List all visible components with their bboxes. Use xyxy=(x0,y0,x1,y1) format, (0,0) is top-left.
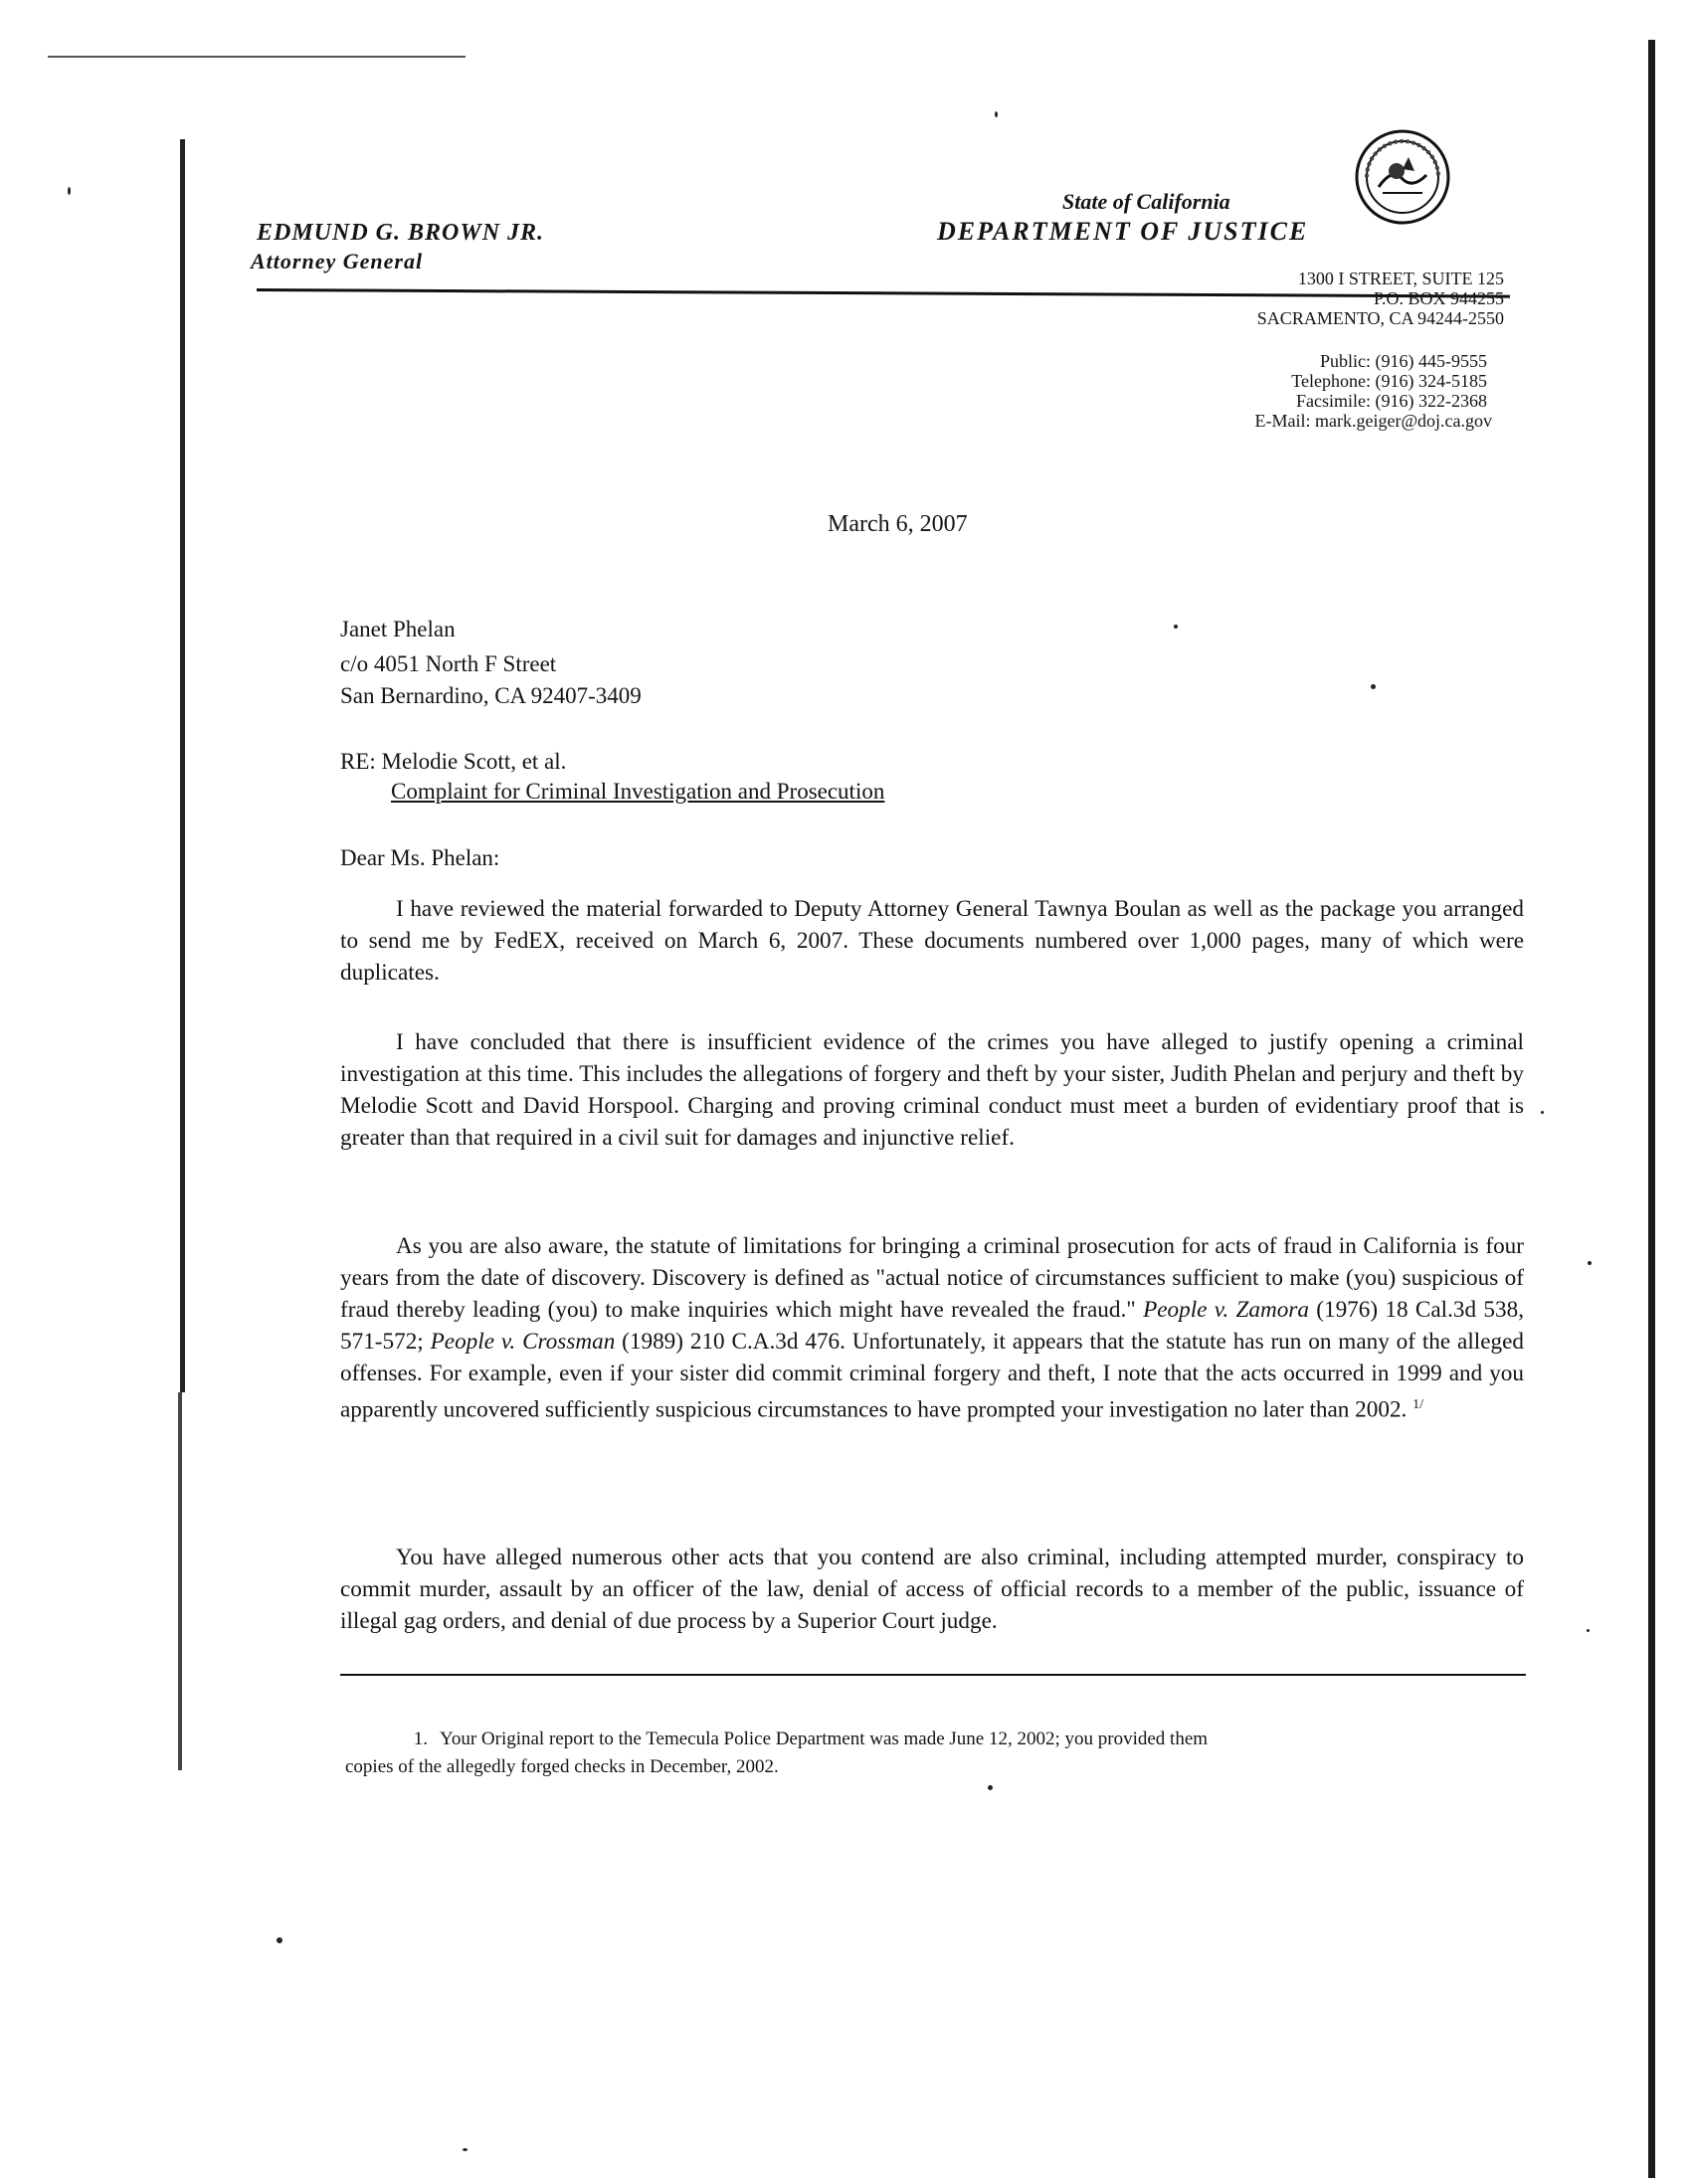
email-label: E-Mail: xyxy=(1254,411,1311,431)
public-phone-row xyxy=(1320,351,1487,372)
scan-speck xyxy=(1541,1111,1544,1114)
body-paragraph-3 xyxy=(340,1230,1524,1426)
scan-speck xyxy=(1587,1629,1590,1632)
paragraph-3-text-b: (1976) 18 Cal.3d 538, 571-572; xyxy=(340,1297,1524,1355)
telephone-number: (916) 324-5185 xyxy=(1375,371,1487,391)
public-label: Public: xyxy=(1320,351,1372,371)
paragraph-4-text: You have alleged numerous other acts that you contend are also criminal, including attempted murder, conspiracy to commit murder, assault by an officer of the law, denial of access of official records to a member of the public, issuance of illegal gag orders, and denial of due process by a Superior Court judge. xyxy=(340,1545,1524,1634)
paragraph-3-text-a: As you are also aware, the statute of limitations for bringing a criminal prosecution for acts of fraud in California is four years from the date of discovery. Discovery is defined as "actual notice of circumstances sufficient to make (you) suspicious of fraud thereby leading (you) to make inquiries which might have revealed the fraud." xyxy=(340,1233,1524,1323)
salutation: Dear Ms. Phelan: xyxy=(340,845,500,870)
telephone-row xyxy=(1291,371,1487,392)
official-name: EDMUND G. BROWN JR. xyxy=(257,220,545,246)
paragraph-3-text-c: (1989) 210 C.A.3d 476. Unfortunately, it appears that the statute has run on many of the alleged offenses. For example, even if your sister did commit criminal forgery and theft, I note that the acts occurred in 1999 and you apparently uncovered sufficiently suspicious circumstances to have prompted your investigation no later than 2002. xyxy=(340,1329,1525,1423)
recipient-name: Janet Phelan xyxy=(340,617,456,641)
recipient-city-line: San Bernardino, CA 92407-3409 xyxy=(340,683,642,708)
scan-speck xyxy=(68,187,71,195)
footnote-reference: 1/ xyxy=(1412,1397,1424,1412)
letterhead-rule xyxy=(257,288,1510,298)
re-subject: Complaint for Criminal Investigation and Prosecution xyxy=(391,779,885,804)
scan-border-left-lower xyxy=(178,1392,182,1770)
footnote-rule xyxy=(340,1674,1526,1676)
scan-speck xyxy=(463,2148,468,2151)
scan-speck xyxy=(988,1785,993,1790)
facsimile-number: (916) 322-2368 xyxy=(1375,391,1487,411)
department-name: DEPARTMENT OF JUSTICE xyxy=(937,217,1309,246)
address-line-3: SACRAMENTO, CA 94244-2550 xyxy=(1256,308,1504,328)
body-paragraph-1 xyxy=(340,893,1524,989)
recipient-address-line: c/o 4051 North F Street xyxy=(340,651,557,676)
telephone-label: Telephone: xyxy=(1291,371,1372,391)
scan-speck xyxy=(277,1937,282,1943)
email-address: mark.geiger@doj.ca.gov xyxy=(1314,411,1492,431)
scan-border-right xyxy=(1648,40,1655,2178)
paragraph-2-text: I have concluded that there is insufficient evidence of the crimes you have alleged to justify opening a criminal investigation at this time. This includes the allegations of forgery and theft by your sister, Judith Phelan and perjury and theft by Melodie Scott and David Horspool. Charging and proving criminal conduct must meet a burden of evidentiary proof that is greater than that required in a civil suit for damages and injunctive relief. xyxy=(340,1029,1524,1151)
body-paragraph-4 xyxy=(340,1542,1524,1637)
footnote-line-2: copies of the allegedly forged checks in December, 2002. xyxy=(345,1756,779,1777)
body-paragraph-2 xyxy=(340,1026,1524,1154)
letter-date: March 6, 2007 xyxy=(828,511,968,537)
state-line: State of California xyxy=(1062,189,1230,214)
address-line-2: P.O. BOX 944255 xyxy=(1373,288,1504,308)
official-title: Attorney General xyxy=(251,249,424,273)
scan-speck xyxy=(995,111,998,117)
state-seal-icon xyxy=(1353,127,1452,227)
scan-speck xyxy=(1371,684,1376,689)
scan-speck xyxy=(1174,625,1178,629)
footnote xyxy=(343,1726,1447,1781)
facsimile-label: Facsimile: xyxy=(1296,391,1372,411)
case-citation-2: People v. Crossman xyxy=(430,1329,616,1355)
address-line-1: 1300 I STREET, SUITE 125 xyxy=(1297,269,1504,288)
email-row xyxy=(1254,411,1492,432)
paragraph-1-text: I have reviewed the material forwarded to Deputy Attorney General Tawnya Boulan as well as the package you arranged to send me by FedEX, received on March 6, 2007. These documents numbered over 1,000 pages, many of which were duplicates. xyxy=(340,896,1524,986)
scan-speck xyxy=(1588,1261,1592,1265)
footnote-line-1: Your Original report to the Temecula Police Department was made June 12, 2002; you provided them xyxy=(440,1729,1209,1749)
scan-top-edge xyxy=(48,56,466,58)
facsimile-row xyxy=(1296,391,1487,412)
scan-border-left xyxy=(180,139,185,1392)
re-line: RE: Melodie Scott, et al. xyxy=(340,749,567,774)
case-citation-1: People v. Zamora xyxy=(1143,1297,1309,1323)
public-phone: (916) 445-9555 xyxy=(1375,351,1487,371)
footnote-number: 1. xyxy=(413,1729,428,1749)
